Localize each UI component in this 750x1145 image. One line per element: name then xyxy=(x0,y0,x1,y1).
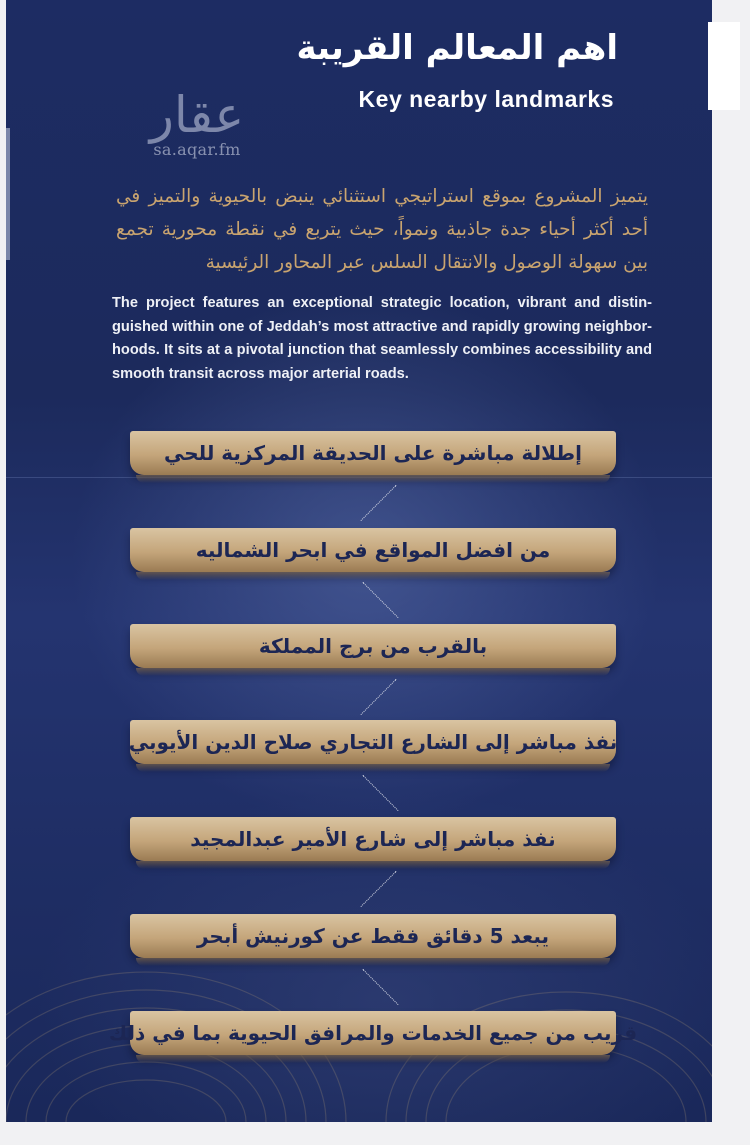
aqar-watermark-logo xyxy=(132,88,262,158)
page-title-arabic: اهم المعالم القريبة xyxy=(296,28,618,68)
description-arabic: يتميز المشروع بموقع استراتيجي استثنائي ينبض بالحيوية والتميز في أحد أكثر أحياء جدة جاذبية ونمواً، حيث يتربع في نقطة محورية تجمع بين سهولة الوصول والانتقال السلس عبر المحاور الرئيسية xyxy=(116,186,648,273)
page-title-english: Key nearby landmarks xyxy=(358,86,614,112)
landmark-item[interactable] xyxy=(130,624,616,668)
landmarks-panel xyxy=(6,0,712,1122)
dotted-connector xyxy=(360,485,396,521)
landmark-label: نفذ مباشر إلى شارع الأمير عبدالمجيد xyxy=(190,827,556,851)
landmark-item[interactable] xyxy=(130,431,616,475)
aqar-logo-mark: عقار xyxy=(149,86,245,144)
aqar-logo-url: sa.aqar.fm xyxy=(153,140,241,159)
landmark-label: بالقرب من برج المملكة xyxy=(258,634,488,658)
scroll-indicator[interactable] xyxy=(6,128,10,260)
dotted-connector xyxy=(360,679,396,715)
landmark-label: قريب من جميع الخدمات والمرافق الحيوية بما في ذلك xyxy=(108,1021,638,1045)
landmark-item[interactable] xyxy=(130,914,616,958)
description-english: The project features an exceptional strategic location, vibrant and distin-guished within one of Jeddah’s most attractive and rapidly growing neighbor-hoods. It sits at a pivotal junction that seamlessly combines accessibility and smooth transit across major arterial roads. xyxy=(112,295,652,382)
landmark-label: إطلالة مباشرة على الحديقة المركزية للحي xyxy=(164,441,582,465)
landmark-item[interactable] xyxy=(130,817,616,861)
landmark-label: نفذ مباشر إلى الشارع التجاري صلاح الدين الأيوبي xyxy=(128,730,618,754)
landmark-label: يبعد 5 دقائق فقط عن كورنيش أبحر xyxy=(196,924,550,948)
landmark-item[interactable] xyxy=(130,720,616,764)
dotted-connector xyxy=(362,775,398,811)
dotted-connector xyxy=(362,582,398,618)
landmark-item[interactable] xyxy=(108,1011,638,1055)
dotted-connector xyxy=(360,871,396,907)
landmark-item[interactable] xyxy=(130,528,616,572)
landmark-label: من افضل المواقع في ابحر الشماليه xyxy=(195,538,551,562)
page-edge-tab xyxy=(708,22,740,110)
